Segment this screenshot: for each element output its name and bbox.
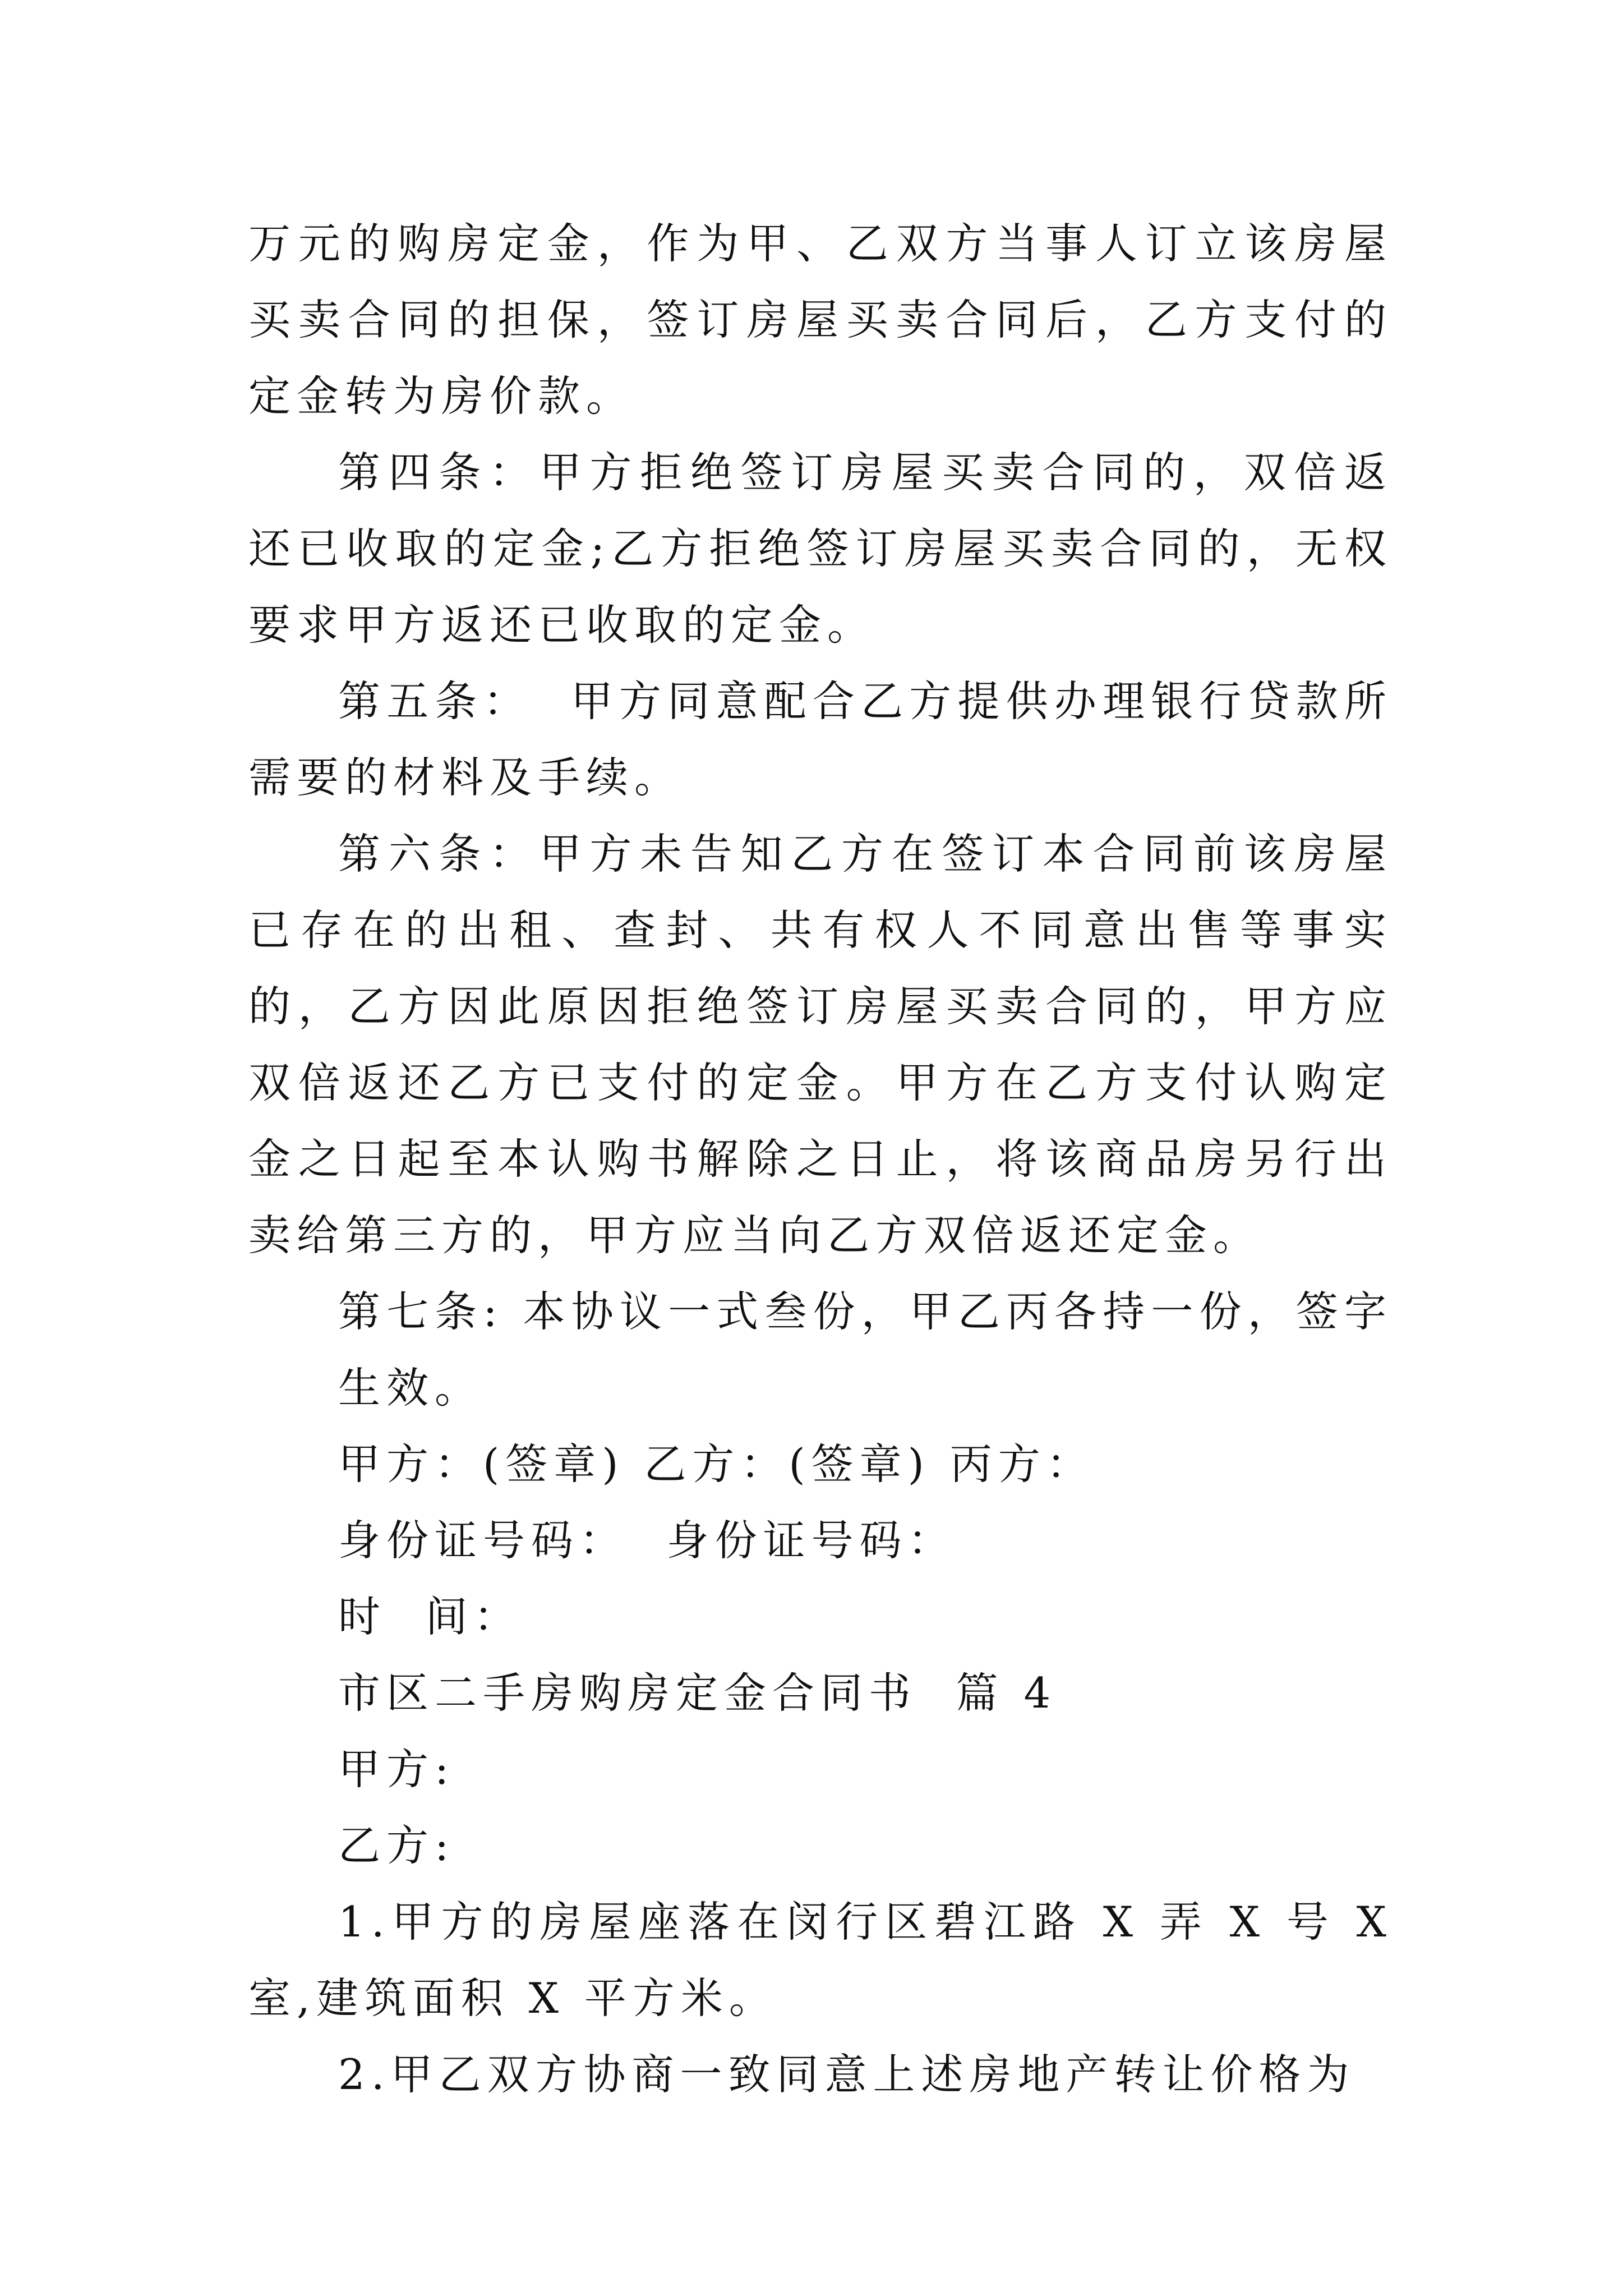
clause-1: 1.甲方的房屋座落在闵行区碧江路 X 弄 X 号 X 室,建筑面积 X 平方米。 xyxy=(248,1897,1412,2023)
party-b-line: 乙方: xyxy=(338,1821,455,1870)
time-line: 时 间： xyxy=(338,1592,522,1641)
signature-line: 甲方：(签章) 乙方：(签章) 丙方： xyxy=(338,1439,1095,1489)
contract-text xyxy=(248,205,1412,2113)
paragraph-article-6: 第六条：甲方未告知乙方在签订本合同前该房屋已存在的出租、查封、共有权人不同意出售等事实的，乙方因此原因拒绝签订房屋买卖合同的，甲方应双倍返还乙方已支付的定金。甲方在乙方支付认购定金之日起至本认购书解除之日止，将该商品房另行出卖给第三方的，甲方应当向乙方双倍返还定金。 xyxy=(248,829,1393,1260)
id-number-line: 身份证号码： 身份证号码： xyxy=(338,1516,956,1565)
paragraph-article-7: 第七条: 本协议一式叁份，甲乙丙各持一份，签字生效。 xyxy=(338,1287,1393,1412)
paragraph-article-5: 第五条： 甲方同意配合乙方提供办理银行贷款所需要的材料及手续。 xyxy=(248,677,1393,802)
paragraph-deposit-guarantee: 万元的购房定金，作为甲、乙双方当事人订立该房屋买卖合同的担保，签订房屋买卖合同后，乙方支付的定金转为房价款。 xyxy=(248,219,1393,421)
section-title: 市区二手房购房定金合同书 篇 4 xyxy=(338,1668,1057,1718)
paragraph-article-4: 第四条：甲方拒绝签订房屋买卖合同的，双倍返还已收取的定金;乙方拒绝签订房屋买卖合同的，无权要求甲方返还已收取的定金。 xyxy=(248,448,1393,650)
clause-2: 2.甲乙双方协商一致同意上述房地产转让价格为 xyxy=(338,2050,1355,2099)
party-a-line: 甲方: xyxy=(338,1745,455,1794)
